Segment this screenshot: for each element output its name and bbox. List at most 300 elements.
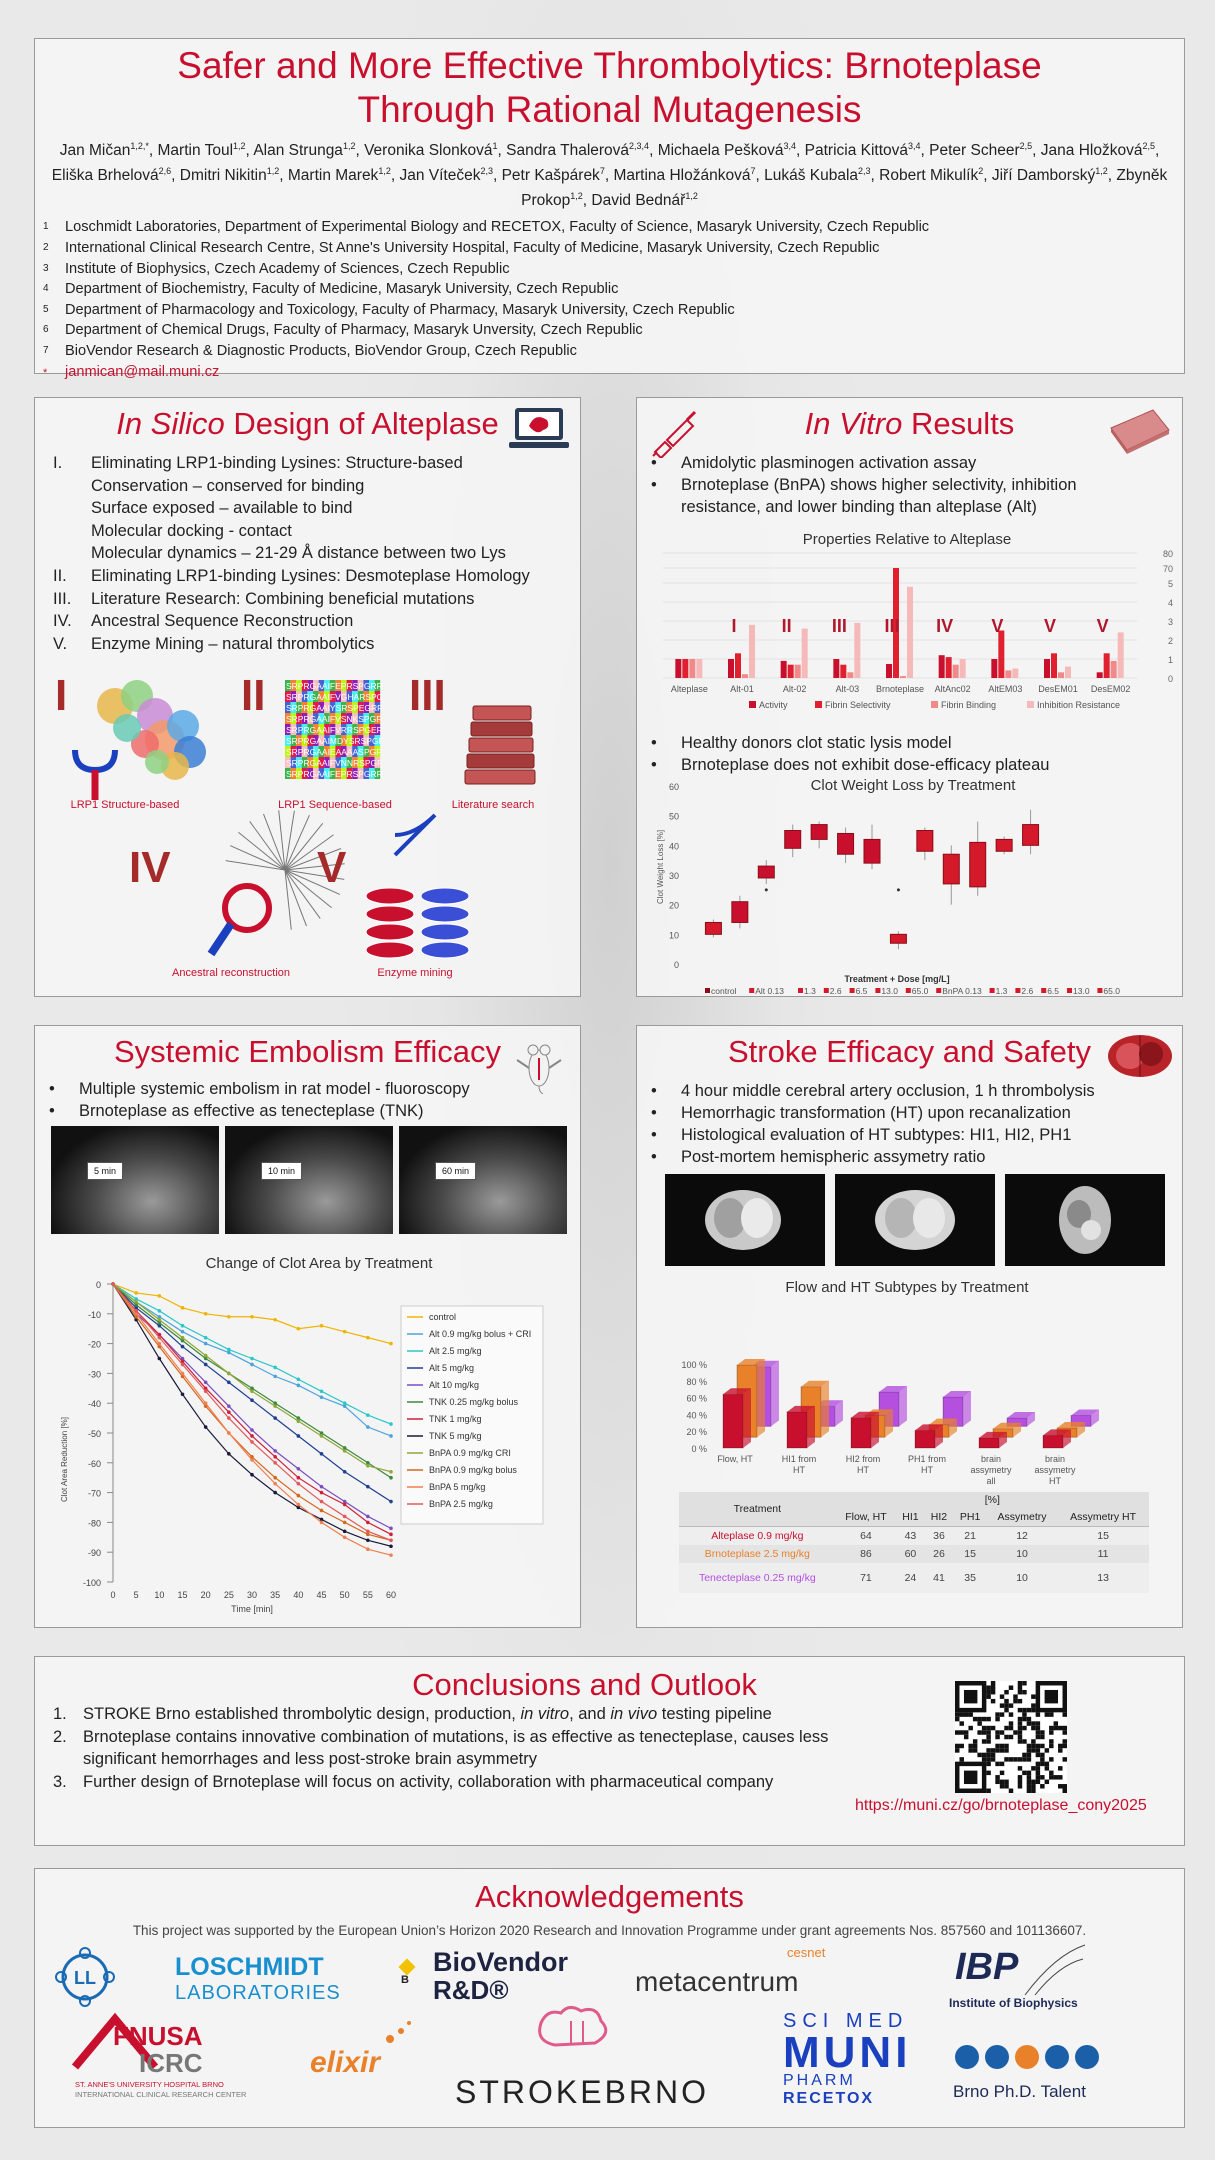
qr-module (1018, 1735, 1022, 1739)
qr-module (1027, 1753, 1031, 1757)
legend-swatch (1027, 701, 1034, 708)
table-cell: 35 (964, 1572, 976, 1584)
series-point (227, 1381, 231, 1385)
table-row (679, 1527, 1149, 1546)
stroke-results-table (679, 1492, 1149, 1593)
qr-module (1058, 1775, 1062, 1779)
series-point (158, 1357, 162, 1361)
qr-module (995, 1744, 999, 1748)
bar (696, 659, 702, 678)
qr-code[interactable] (955, 1681, 1067, 1793)
bar (742, 674, 748, 678)
y-tick-label: -100 (82, 1578, 101, 1588)
svg-text:R&D®: R&D® (433, 1975, 509, 2005)
qr-module (1000, 1762, 1004, 1766)
bullet-item: • Hemorrhagic transformation (HT) upon recanalization (681, 1102, 1182, 1124)
conclusion-text (83, 1726, 883, 1771)
series-point (273, 1461, 277, 1465)
author-sup: 2,3,4 (629, 141, 650, 151)
qr-module (1031, 1739, 1035, 1743)
qr-module (1022, 1771, 1026, 1775)
legend-swatch (931, 701, 938, 708)
affiliation-number: 2 (43, 242, 49, 254)
bar (991, 659, 997, 678)
affiliation (43, 259, 1184, 280)
affiliation-number: 5 (43, 303, 49, 315)
y-tick-label: -50 (87, 1429, 101, 1439)
conclusion-text-part: testing pipeline (657, 1705, 772, 1723)
strokebrno-logo (455, 2007, 709, 2110)
legend-swatch (705, 988, 710, 993)
x-tick-label: Alteplase (670, 684, 708, 694)
conclusions-list (53, 1703, 883, 1793)
svg-text:B: B (401, 1974, 409, 1986)
bar (1111, 661, 1117, 678)
conclusion-number: 2. (53, 1727, 67, 1746)
table-cell: 15 (964, 1548, 976, 1560)
table-cell: 15 (1097, 1530, 1109, 1542)
series-point (297, 1434, 301, 1438)
table-cell: 21 (964, 1530, 976, 1542)
series-point (204, 1381, 208, 1385)
author-name: Patricia Kittová (804, 142, 909, 160)
qr-module (1049, 1744, 1053, 1748)
qr-module (1036, 1712, 1040, 1716)
y-tick-label: 60 % (686, 1393, 707, 1404)
series-point (181, 1392, 185, 1396)
legend-label: 1.3 (995, 986, 1008, 996)
qr-module (1031, 1703, 1035, 1707)
box (864, 839, 880, 863)
svg-text:LABORATORIES: LABORATORIES (175, 1982, 341, 2004)
series-point (320, 1500, 324, 1504)
legend-label: Alt 0.13 (755, 986, 785, 996)
qr-module (991, 1757, 995, 1761)
y-tick-label: 0 (95, 1280, 101, 1290)
series-point (389, 1533, 393, 1537)
brno-phd-logo (953, 2045, 1099, 2101)
author-name: Martin Toul (157, 142, 234, 160)
qr-module (1036, 1748, 1040, 1752)
series-point (366, 1521, 370, 1525)
x-tick-label: brain (980, 1454, 1002, 1464)
qr-module (955, 1717, 959, 1721)
qr-module (986, 1730, 990, 1734)
bar (854, 623, 860, 678)
brain-slice-image (1005, 1174, 1165, 1266)
fluoroscopy-image (51, 1126, 219, 1234)
box (943, 854, 959, 884)
box (917, 831, 933, 852)
x-tick-label: 40 (293, 1590, 304, 1600)
series-point (297, 1482, 301, 1486)
bar (907, 587, 913, 678)
fnusa-logo (75, 2019, 247, 2099)
bullet-item: • Post-mortem hemispheric assymetry ratio (681, 1146, 1182, 1168)
conclusion-text-part: Further design of Brnoteplase will focus on activity, collaboration with pharmaceutical company (83, 1772, 774, 1791)
affiliation-number: 7 (43, 345, 49, 357)
svg-text:LOSCHMIDT: LOSCHMIDT (175, 1953, 324, 1981)
invitro-title: In Vitro Results (804, 406, 1015, 441)
y-tick-label: 100 % (681, 1360, 707, 1370)
qr-module (982, 1726, 986, 1730)
qr-module (977, 1730, 981, 1734)
qr-module (1036, 1762, 1040, 1766)
series-point (320, 1389, 324, 1393)
series-point (204, 1389, 208, 1393)
author-sup: 2,5 (1142, 141, 1155, 151)
legend-label: control (429, 1312, 457, 1322)
series-point (181, 1345, 185, 1349)
qr-finder (964, 1771, 977, 1784)
qr-module (1045, 1712, 1049, 1716)
bar (939, 655, 945, 678)
insilico-figures (35, 660, 582, 990)
legend-swatch (749, 701, 756, 708)
box (996, 839, 1012, 851)
legend-label: TNK 1 mg/kg (429, 1414, 482, 1424)
bar (1065, 667, 1071, 678)
bar (953, 665, 959, 678)
qr-module (964, 1730, 968, 1734)
fig-caption: Enzyme mining (377, 967, 453, 979)
series-point (389, 1553, 393, 1557)
series-point (297, 1503, 301, 1507)
qr-module (1036, 1730, 1040, 1734)
conclusion-number: 1. (53, 1705, 67, 1723)
conclusion-text-part: in vivo (610, 1705, 658, 1723)
insilico-item-number: V. (53, 634, 68, 653)
qr-module (1027, 1771, 1031, 1775)
author-name: Eliška Brhelová (51, 167, 159, 185)
qr-module (1018, 1721, 1022, 1725)
conclusions-title: Conclusions and Outlook (412, 1667, 757, 1702)
insilico-item-number (53, 497, 91, 520)
legend-swatch (850, 988, 855, 993)
legend-label: Fibrin Binding (941, 700, 997, 710)
qr-module (1009, 1789, 1013, 1793)
table-cell: 43 (904, 1530, 917, 1542)
series-line (113, 1284, 391, 1478)
table-cell: 71 (860, 1572, 872, 1584)
alignment-sequence: SRPRGAAIFVRRSPGER (286, 725, 383, 735)
qr-module (977, 1721, 981, 1725)
conclusion-item (53, 1771, 883, 1794)
insilico-item-text: Ancestral Sequence Reconstruction (91, 612, 354, 631)
insilico-item (53, 565, 580, 588)
table-header-row (679, 1492, 1149, 1508)
bar (689, 659, 695, 678)
series-point (227, 1372, 231, 1376)
qr-module (1004, 1703, 1008, 1707)
series-point (366, 1336, 370, 1340)
qr-module (1027, 1744, 1031, 1748)
qr-module (1013, 1730, 1017, 1734)
qr-module (1004, 1690, 1008, 1694)
qr-module (1009, 1703, 1013, 1707)
database-disk (421, 924, 469, 940)
brain-slice-image (665, 1174, 825, 1266)
box (1023, 825, 1039, 846)
series-point (273, 1404, 277, 1408)
qr-module (1022, 1717, 1026, 1721)
embolism-title: Systemic Embolism Efficacy (113, 1034, 501, 1069)
series-point (297, 1378, 301, 1382)
bar (886, 664, 892, 678)
magnifier-handle (211, 924, 231, 954)
ack-title: Acknowledgements (475, 1879, 744, 1914)
series-point (320, 1521, 324, 1525)
y-tick-label: 30 (668, 871, 679, 881)
x-tick-label: 10 (154, 1590, 165, 1600)
series-point (297, 1467, 301, 1471)
y-tick-label: -20 (87, 1339, 101, 1350)
legend-label: BnPA 0.9 mg/kg bolus (429, 1465, 517, 1475)
legend-label: 6.5 (1047, 986, 1060, 996)
series-point (366, 1464, 370, 1468)
well-plate-icon (1107, 406, 1173, 456)
table-group-header: [%] (984, 1494, 1000, 1506)
legend-label: TNK 5 mg/kg (429, 1431, 482, 1441)
qr-module (1004, 1708, 1008, 1712)
poster-title: Safer and More Effective Thrombolytics: Brnoteplase Through Rational Mutagenesis (177, 45, 1042, 130)
qr-module (1063, 1757, 1067, 1761)
qr-module (959, 1744, 963, 1748)
table-cell: 24 (904, 1572, 917, 1584)
affiliation-text: Institute of Biophysics, Czech Academy of Sciences, Czech Republic (65, 260, 510, 277)
bullet-item: • Multiple systemic embolism in rat model - fluoroscopy (79, 1078, 580, 1100)
qr-module (1000, 1703, 1004, 1707)
qr-module (986, 1771, 990, 1775)
author-sup: 7 (750, 166, 756, 177)
fluoroscopy-image (225, 1126, 393, 1234)
y-tick-label: -80 (87, 1518, 101, 1529)
x-tick-label: HT (857, 1465, 869, 1475)
series-point (181, 1330, 185, 1334)
qr-module (1031, 1694, 1035, 1698)
series-point (366, 1515, 370, 1519)
qr-module (1018, 1690, 1022, 1694)
box (838, 833, 854, 854)
legend-label: BnPA 0.9 mg/kg CRI (429, 1448, 511, 1458)
x-tick-label: brain (1044, 1454, 1066, 1464)
biovendor-logo (399, 1947, 569, 2005)
magnifier-icon (225, 886, 269, 930)
bullet-item: • 4 hour middle cerebral artery occlusion, 1 h thrombolysis (681, 1080, 1182, 1102)
insilico-item (53, 497, 580, 520)
legend-swatch (936, 988, 941, 993)
protein-blob (113, 714, 141, 742)
bar-numeral: V (1043, 616, 1057, 636)
qr-module (1018, 1717, 1022, 1721)
series-point (273, 1375, 277, 1379)
series-point (227, 1348, 231, 1352)
svg-text:PHARM: PHARM (783, 2072, 856, 2089)
qr-module (1040, 1753, 1044, 1757)
legend-label: 13.0 (1073, 986, 1090, 996)
fluoroscopy-time-label: 10 min (261, 1162, 302, 1180)
bar-front (979, 1438, 999, 1448)
numeral: I (55, 671, 68, 720)
stroke-panel (636, 1025, 1183, 1628)
fig-caption: Literature search (451, 799, 535, 811)
stroke-title: Stroke Efficacy and Safety (727, 1034, 1091, 1069)
legend-label: Alt 2.5 mg/kg (429, 1346, 482, 1356)
series-point (389, 1422, 393, 1426)
qr-module (1063, 1784, 1067, 1788)
qr-module (1004, 1735, 1008, 1739)
elixir-logo (310, 2021, 411, 2079)
series-point (227, 1431, 231, 1435)
conclusion-item (53, 1726, 883, 1771)
y-tick-label: 20 % (686, 1427, 707, 1438)
x-tick-label: 20 (200, 1590, 211, 1600)
bar (840, 665, 846, 678)
legend-swatch (1067, 988, 1072, 993)
author-sup: 3,4 (908, 141, 921, 151)
email-link[interactable]: janmican@mail.muni.cz (65, 363, 220, 380)
qr-module (1027, 1748, 1031, 1752)
invitro-panel (636, 397, 1183, 997)
qr-module (986, 1739, 990, 1743)
affiliation (43, 320, 1184, 341)
legend-swatch (798, 988, 803, 993)
bar-side (743, 1388, 751, 1448)
table-cell-treatment: Brnoteplase 2.5 mg/kg (704, 1548, 810, 1560)
series-point (181, 1324, 185, 1328)
conclusion-text (83, 1771, 773, 1794)
author-sup: 1,2 (266, 166, 280, 177)
qr-module (1018, 1766, 1022, 1770)
series-point (158, 1318, 162, 1322)
box (758, 866, 774, 878)
author-sup: 1 (492, 141, 498, 151)
qr-module (1022, 1681, 1026, 1685)
bar-numeral: III (831, 616, 847, 636)
y-tick-label: 40 % (686, 1410, 707, 1421)
qr-module (1018, 1784, 1022, 1788)
table-cell: 41 (933, 1572, 945, 1584)
conclusions-url[interactable]: https://muni.cz/go/brnoteplase_cony2025 (855, 1797, 1147, 1814)
series-point (181, 1372, 185, 1376)
affiliation-text: BioVendor Research & Diagnostic Products, BioVendor Group, Czech Republic (65, 343, 577, 360)
qr-module (1040, 1775, 1044, 1779)
bar-numeral: IV (936, 616, 954, 636)
insilico-item-text: Literature Research: Combining beneficial mutations (91, 589, 475, 608)
insilico-title: In Silico Design of Alteplase (116, 406, 499, 441)
qr-module (1031, 1780, 1035, 1784)
x-tick-label: PH1 from (907, 1454, 947, 1464)
qr-module (1031, 1726, 1035, 1730)
series-point (366, 1538, 370, 1542)
qr-module (968, 1748, 972, 1752)
series-point (389, 1434, 393, 1438)
svg-text:RECETOX: RECETOX (783, 2090, 875, 2107)
qr-module (1027, 1708, 1031, 1712)
bullet-item: • Brnoteplase as effective as tenecteplase (TNK) (79, 1100, 580, 1122)
insilico-item (53, 475, 580, 498)
series-point (111, 1282, 115, 1286)
x-tick-label: DesEM01 (1038, 684, 1078, 694)
alignment-sequence: SRPRGAAIFVSNKSPGF (286, 714, 382, 724)
author-name: Robert Mikulík (879, 167, 979, 185)
author-name: Veronika Slonková (364, 142, 493, 160)
affiliation (43, 300, 1184, 321)
qr-finder (964, 1690, 977, 1703)
legend-label: Alt 10 mg/kg (429, 1380, 480, 1390)
legend-swatch (1097, 988, 1102, 993)
laptop-icon (509, 406, 569, 454)
bullet-item: • Brnoteplase (BnPA) shows higher selectivity, inhibition resistance, and lower binding than alteplase (Alt) (681, 474, 1142, 518)
legend-label: BnPA 0.13 (942, 986, 982, 996)
x-tick-label: HT (921, 1465, 933, 1475)
qr-module (995, 1780, 999, 1784)
qr-module (1018, 1739, 1022, 1743)
qr-module (982, 1730, 986, 1734)
svg-text:ST. ANNE'S UNIVERSITY HOSPITAL: ST. ANNE'S UNIVERSITY HOSPITAL BRNO (75, 2080, 224, 2089)
table-cell: 12 (1016, 1530, 1028, 1542)
box (785, 831, 801, 849)
box (732, 902, 748, 923)
author-name: David Bednář (591, 192, 686, 210)
x-tick-label: 30 (246, 1590, 258, 1600)
series-point (273, 1491, 277, 1495)
x-tick-label: 50 (339, 1590, 350, 1600)
qr-module (995, 1762, 999, 1766)
alignment-sequence: SRPRGAAIFVNNRSPGF (286, 758, 383, 768)
svg-text:FNUSA: FNUSA (113, 2021, 203, 2051)
alignment-sequence: SRPRGAAIEAAAASPGF (286, 747, 382, 757)
x-tick-label: 45 (316, 1590, 327, 1600)
series-point (250, 1363, 254, 1367)
series-point (366, 1547, 370, 1551)
qr-module (1000, 1771, 1004, 1775)
legend-label: 2.6 (1021, 986, 1034, 996)
series-point (343, 1449, 347, 1453)
svg-text:LL: LL (74, 1968, 96, 1988)
author-sup: 2,6 (158, 166, 172, 177)
series-point (227, 1416, 231, 1420)
legend-label: BnPA 5 mg/kg (429, 1482, 486, 1492)
qr-module (1049, 1757, 1053, 1761)
y-tick-label: 4 (1167, 598, 1173, 608)
series-point (389, 1476, 393, 1480)
qr-module (973, 1739, 977, 1743)
affiliation-text: Department of Chemical Drugs, Faculty of Pharmacy, Masaryk Unversity, Czech Republic (65, 322, 643, 339)
qr-module (1018, 1681, 1022, 1685)
bar-front (851, 1418, 871, 1448)
author-name: Jan Víteček (399, 167, 481, 185)
author-sup: 1,2 (233, 141, 246, 151)
affiliation-number: 4 (43, 283, 49, 295)
qr-module (1004, 1726, 1008, 1730)
chart-title: Flow and HT Subtypes by Treatment (785, 1279, 1029, 1296)
tree-branch (226, 861, 285, 870)
qr-module (1004, 1748, 1008, 1752)
qr-module (1018, 1780, 1022, 1784)
insilico-item (53, 588, 580, 611)
qr-module (1018, 1699, 1022, 1703)
x-tick-label: 0 (110, 1590, 116, 1600)
insilico-item (53, 610, 580, 633)
email-line: * janmican@mail.muni.cz (43, 363, 220, 380)
database-disk (366, 942, 414, 958)
qr-module (991, 1748, 995, 1752)
legend-label: TNK 0.25 mg/kg bolus (429, 1397, 519, 1407)
qr-module (1000, 1748, 1004, 1752)
qr-module (959, 1712, 963, 1716)
legend-label: 2.6 (829, 986, 842, 996)
